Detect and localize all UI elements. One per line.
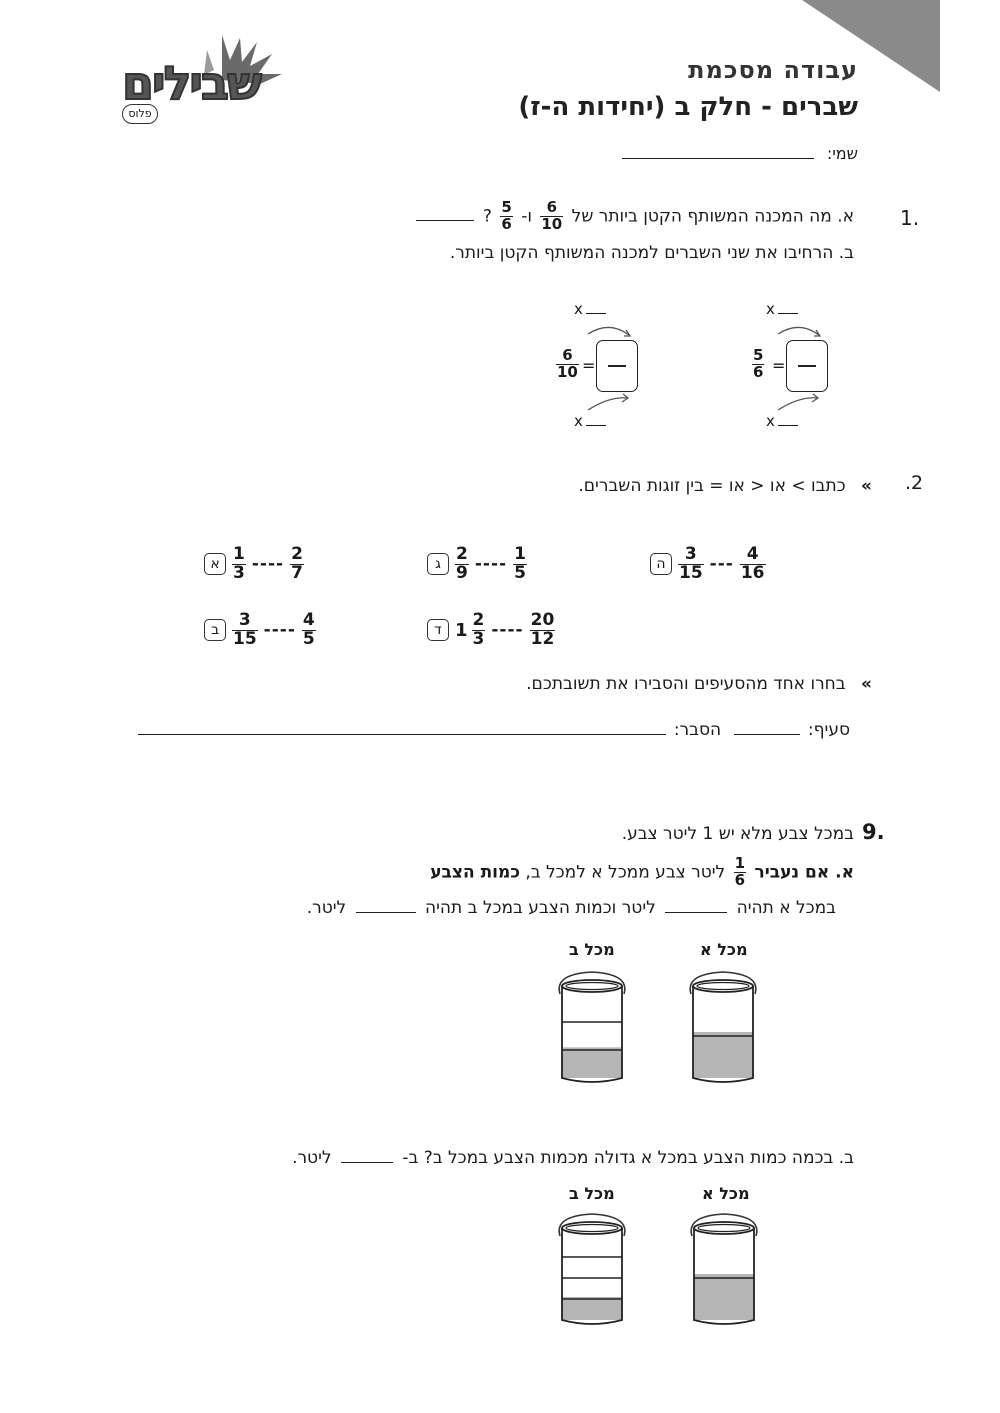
times-bottom-left: x (574, 412, 606, 430)
q2-instruction: כתבו > או < או = בין זוגות השברים. (578, 476, 846, 496)
bucket-b-top (554, 968, 630, 1084)
q1-number: 1. (900, 206, 920, 230)
times-top-right: x (766, 300, 798, 318)
q9-line2 (307, 898, 836, 918)
arrows-left (580, 312, 650, 422)
q2-instruction-row (578, 476, 872, 496)
cmp-item-a (204, 546, 304, 583)
q2-explain-row (138, 720, 850, 740)
cmp-frac-a: $\frac{3}{15}$ (233, 610, 257, 649)
times-bottom-right: x (766, 412, 798, 430)
q9-a-prefix: א. אם נעביר (754, 862, 854, 883)
bucket-b-bottom (554, 1210, 630, 1326)
q2-choose: בחרו אחד מהסעיפים והסבירו את תשובתכם. (526, 674, 846, 694)
cmp-blank[interactable]: --- (709, 554, 734, 575)
q1-a-answer-blank[interactable] (416, 220, 474, 221)
q9-a-frac: $\frac{1}{6}$ (734, 854, 746, 889)
cmp-frac-b: $\frac{4}{5}$ (302, 610, 315, 649)
letter-badge: ג (427, 553, 449, 575)
container-b-label-2: מכל ב (569, 1184, 615, 1203)
bucket-a-bottom (686, 1210, 762, 1326)
q9-blank-b[interactable] (356, 912, 416, 913)
q9-part-a (430, 856, 854, 889)
container-b-label: מכל ב (569, 940, 615, 959)
paint-fill (562, 1047, 622, 1078)
page-title: עבודה מסכמת (688, 56, 858, 84)
cmp-frac-a: $\frac{3}{15}$ (679, 544, 703, 583)
section-blank[interactable] (734, 734, 800, 735)
q9-number: 9. (862, 820, 885, 844)
arrows-right (770, 312, 840, 422)
bucket-a-top (685, 968, 761, 1084)
q2-number: .2 (905, 472, 924, 494)
q2-bullet-2: » (861, 674, 872, 694)
letter-badge: ב (204, 619, 226, 641)
q1-a-prefix: א. מה המכנה המשותף הקטן ביותר של (571, 206, 854, 227)
q9-b-unit: ליטר. (292, 1148, 332, 1168)
paint-fill (693, 1032, 753, 1078)
cmp-item-b (204, 612, 316, 649)
bucket-rim (694, 1222, 754, 1234)
bucket-rim (562, 1222, 622, 1234)
cmp-frac-a: $\frac{2}{3}$ (472, 610, 485, 649)
expansion-right (746, 300, 846, 435)
cmp-blank[interactable]: ---- (251, 554, 285, 575)
equals-right: = (772, 356, 786, 375)
cmp-item-h (650, 546, 766, 583)
mixed-whole: 1 (455, 619, 468, 641)
container-a-label-2: מכל א (702, 1184, 750, 1203)
bucket-rim (562, 980, 622, 992)
times-top-left: x (574, 300, 606, 318)
cmp-frac-a: $\frac{2}{9}$ (456, 544, 468, 583)
q9-line2-a: במכל א תהיה (736, 898, 836, 918)
q1-a-qmark: ? (482, 206, 492, 227)
logo-sub: פלוס (122, 104, 158, 124)
paint-fill (694, 1274, 754, 1320)
letter-badge: ד (427, 619, 449, 641)
q9-intro: במכל צבע מלא יש 1 ליטר צבע. (621, 824, 854, 844)
equals-left: = (582, 356, 596, 375)
q9-line2-c: ליטר. (306, 898, 347, 918)
logo (112, 30, 302, 130)
q2-choose-row (526, 674, 872, 694)
section-label: סעיף: (807, 720, 850, 740)
q1-part-a (416, 200, 855, 233)
expansion-left (550, 300, 650, 435)
cmp-frac-b: $\frac{20}{12}$ (530, 610, 555, 649)
letter-badge: א (204, 553, 226, 575)
name-blank[interactable] (622, 158, 814, 159)
q2-bullet: » (861, 476, 872, 496)
page-subtitle: שברים - חלק ב (יחידות ה-ז) (518, 92, 858, 122)
explain-blank[interactable] (138, 734, 666, 735)
cmp-blank[interactable]: ---- (474, 554, 508, 575)
cmp-frac-a: $\frac{1}{3}$ (233, 544, 245, 583)
cmp-blank[interactable]: ---- (491, 620, 524, 641)
paint-fill (562, 1297, 622, 1320)
cmp-item-d (427, 612, 555, 649)
explain-label: הסבר: (673, 720, 722, 740)
logo-text: שבילים (122, 56, 260, 110)
q1-a-frac2: $\frac{5}{6}$ (501, 198, 512, 233)
cmp-frac-b: $\frac{4}{16}$ (740, 544, 765, 583)
q9-blank-a[interactable] (665, 912, 727, 913)
container-a-label: מכל א (700, 940, 748, 959)
letter-badge: ה (650, 553, 672, 575)
q1-part-b: ב. הרחיבו את שני השברים למכנה המשותף הקטן ביותר. (449, 243, 854, 263)
q1-a-frac1: $\frac{6}{10}$ (541, 198, 563, 233)
q9-b-text: ב. בכמה כמות הצבע במכל א גדולה מכמות הצבע במכל ב? ב- (402, 1148, 854, 1168)
name-field[interactable] (622, 144, 858, 163)
name-label: שמי: (826, 144, 858, 163)
q9-part-b (292, 1148, 854, 1168)
q9-a-bold: כמות הצבע (430, 862, 520, 883)
expand-frac-right: $\frac{5}{6}$ (753, 346, 764, 381)
expand-frac-left: $\frac{6}{10}$ (557, 346, 578, 381)
q9-a-suffix: ליטר צבע ממכל א למכל ב, (525, 862, 726, 883)
cmp-frac-b: $\frac{2}{7}$ (291, 544, 303, 583)
cmp-item-g (427, 546, 527, 583)
cmp-blank[interactable]: ---- (263, 620, 296, 641)
q9-line2-b: ליטר וכמות הצבע במכל ב תהיה (425, 898, 656, 918)
corner-clip (940, 0, 1000, 92)
cmp-frac-b: $\frac{1}{5}$ (514, 544, 526, 583)
q9-b-blank[interactable] (341, 1162, 393, 1163)
q1-a-connector: ו- (521, 206, 532, 227)
bucket-rim (693, 980, 753, 992)
